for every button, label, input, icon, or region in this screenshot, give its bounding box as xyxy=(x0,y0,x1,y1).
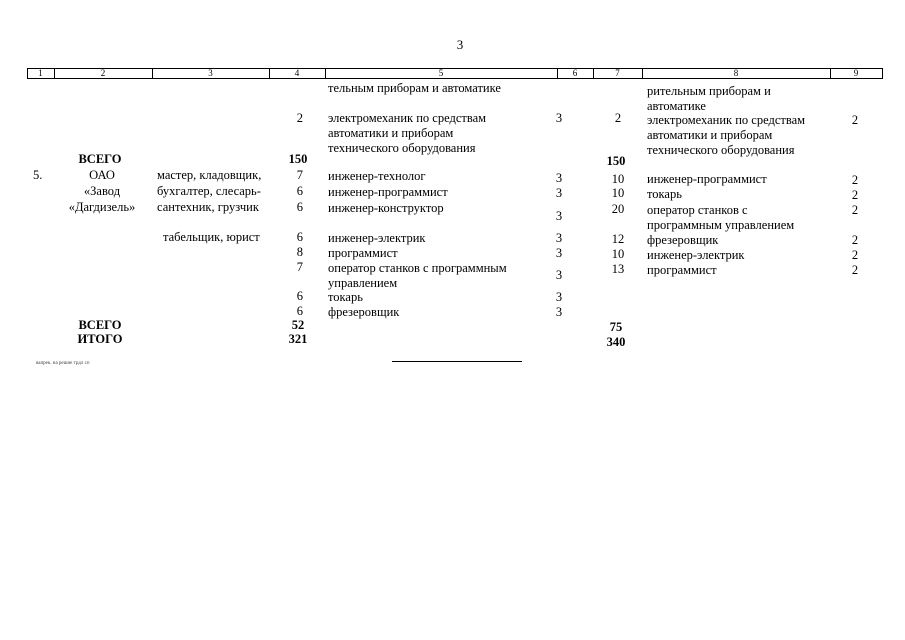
org5-col8-profession: токарь xyxy=(647,187,682,201)
org5-col9-value: 2 xyxy=(851,233,859,247)
org5-col5-profession: токарь xyxy=(328,290,363,304)
org5-col9-value: 2 xyxy=(851,203,859,217)
subtotal2-label: ВСЕГО xyxy=(78,318,122,332)
separator-line xyxy=(392,361,522,362)
org5-col6-value: 3 xyxy=(555,209,563,223)
org5-col6-value: 3 xyxy=(555,305,563,319)
org5-col6-value: 3 xyxy=(555,268,563,282)
continuation-col8: рительным приборам и автоматике xyxy=(647,84,771,113)
org5-col5-profession: оператор станков с программным управлением xyxy=(328,261,507,290)
column-header-2: 2 xyxy=(100,68,106,78)
org5-col7-value: 10 xyxy=(611,172,625,186)
org5-name-line: «Завод xyxy=(83,184,121,198)
org5-name-line: «Дагдизель» xyxy=(68,200,136,214)
column-header-row xyxy=(27,68,883,79)
grand-total-col7: 340 xyxy=(606,335,626,349)
org5-col4-value: 6 xyxy=(296,304,303,318)
org5-col3-line: бухгалтер, слесарь- xyxy=(157,184,261,198)
column-header-9: 9 xyxy=(853,68,859,78)
column-header-5: 5 xyxy=(438,68,444,78)
org5-col8-profession: инженер-программист xyxy=(647,172,767,186)
org5-col8-profession: программист xyxy=(647,263,717,277)
org5-col8-profession: оператор станков с программным управлением xyxy=(647,203,795,232)
column-header-1: 1 xyxy=(38,68,43,78)
org5-col9-value: 2 xyxy=(851,188,859,202)
subtotal1-col7: 150 xyxy=(606,154,626,168)
org5-col4-value: 6 xyxy=(296,200,303,214)
block4-col4-value: 2 xyxy=(296,111,303,125)
block4-col8-profession: электромеханик по средствам автоматики и приборам технического оборудования xyxy=(647,113,806,157)
org5-col6-value: 3 xyxy=(555,246,563,260)
org5-col7-value: 20 xyxy=(611,202,625,216)
continuation-col5: тельным приборам и автоматике xyxy=(328,81,501,95)
org5-col8-profession: фрезеровщик xyxy=(647,233,719,247)
org5-number: 5. xyxy=(33,168,43,182)
org5-col9-value: 2 xyxy=(851,263,859,277)
column-header-7: 7 xyxy=(615,68,620,78)
org5-col7-value: 13 xyxy=(611,262,625,276)
page-number: 3 xyxy=(456,37,464,52)
org5-col6-value: 3 xyxy=(555,231,563,245)
grand-total-col4: 321 xyxy=(288,332,308,346)
org5-col4-value: 6 xyxy=(296,230,303,244)
column-header-8: 8 xyxy=(733,68,739,78)
org5-col5-profession: инженер-программист xyxy=(328,185,448,199)
subtotal1-label: ВСЕГО xyxy=(78,152,122,166)
org5-col4-value: 6 xyxy=(296,184,303,198)
org5-col8-profession: инженер-электрик xyxy=(647,248,745,262)
block4-col9-value: 2 xyxy=(851,113,859,127)
block4-col5-profession: электромеханик по средствам автоматики и приборам технического оборудования xyxy=(328,111,487,155)
org5-col4-value: 7 xyxy=(296,260,303,274)
org5-col5-profession: фрезеровщик xyxy=(328,305,400,319)
subtotal2-col4: 52 xyxy=(291,318,305,332)
org5-col6-value: 3 xyxy=(555,186,563,200)
grand-total-label: ИТОГО xyxy=(77,332,123,346)
org5-col3-line: мастер, кладовщик, xyxy=(157,168,262,182)
org5-col5-profession: инженер-технолог xyxy=(328,169,426,183)
org5-col4-value: 7 xyxy=(296,168,303,182)
block4-col7-value: 2 xyxy=(614,111,622,125)
org5-col3-line: сантехник, грузчик xyxy=(157,200,259,214)
org5-col4-value: 6 xyxy=(296,289,303,303)
subtotal2-col7: 75 xyxy=(609,320,623,334)
block4-col6-value: 3 xyxy=(555,111,563,125)
column-header-4: 4 xyxy=(294,68,300,78)
org5-col3-line: табельщик, юрист xyxy=(163,230,260,244)
column-header-6: 6 xyxy=(572,68,578,78)
org5-col5-profession: инженер-электрик xyxy=(328,231,426,245)
org5-col9-value: 2 xyxy=(851,173,859,187)
org5-col6-value: 3 xyxy=(555,171,563,185)
org5-col5-profession: инженер-конструктор xyxy=(328,201,444,215)
org5-col5-profession: программист xyxy=(328,246,398,260)
org5-col7-value: 12 xyxy=(611,232,625,246)
footnote: вапрек. на решне трдл сп xyxy=(36,361,90,366)
org5-col7-value: 10 xyxy=(611,247,625,261)
org5-name-line: ОАО xyxy=(89,168,115,182)
org5-col9-value: 2 xyxy=(851,248,859,262)
org5-col6-value: 3 xyxy=(555,290,563,304)
org5-col4-value: 8 xyxy=(296,245,303,259)
org5-col7-value: 10 xyxy=(611,186,625,200)
subtotal1-col4: 150 xyxy=(288,152,308,166)
column-header-3: 3 xyxy=(208,68,213,78)
